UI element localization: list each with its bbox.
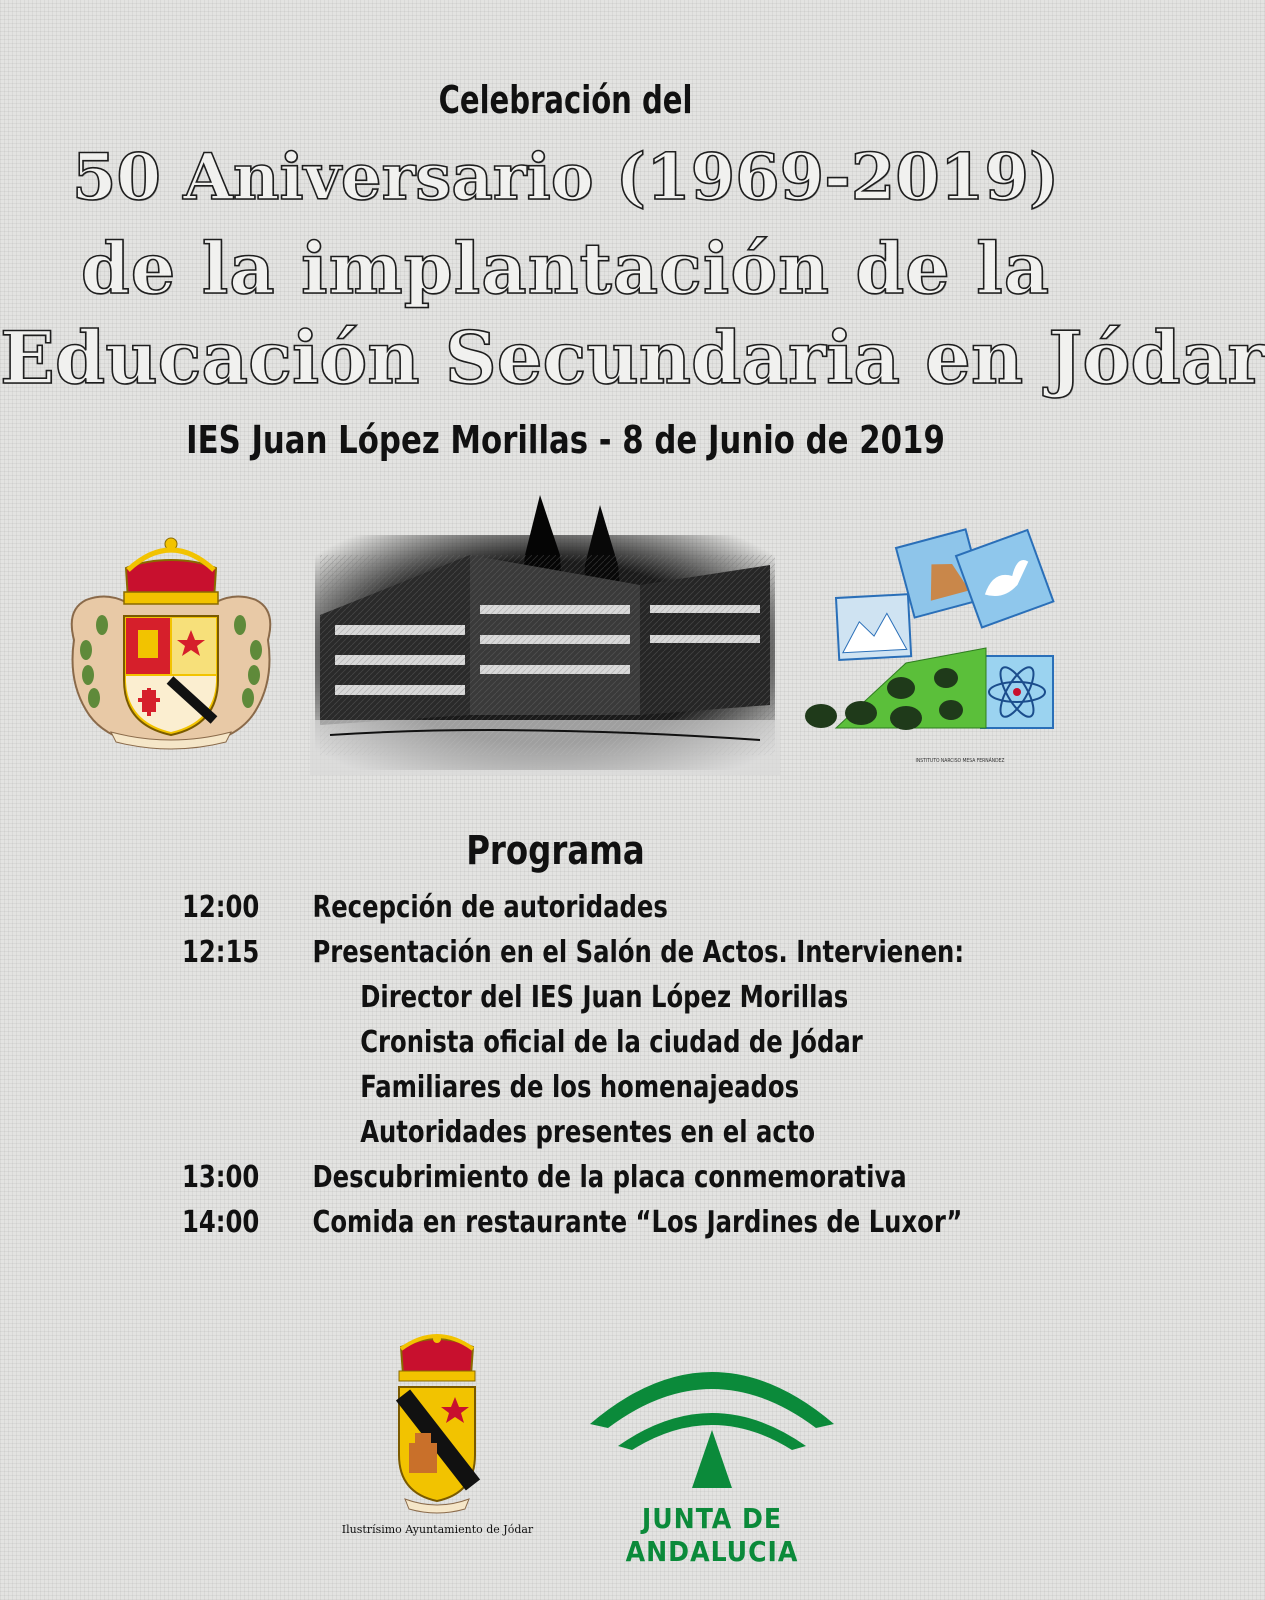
program-subitem (182, 1025, 920, 1060)
program-time: 12:00 (182, 890, 260, 925)
program-item (182, 890, 920, 925)
junta-de-andalucia-logo-icon (578, 1350, 846, 1500)
school-building-sketch-icon (310, 495, 780, 775)
program-subitem (182, 980, 920, 1015)
ies-logo-icon (796, 538, 1058, 760)
program-text: Recepción de autoridades (312, 890, 668, 925)
program-item (182, 935, 965, 970)
program-text: Presentación en el Salón de Actos. Intervienen: (312, 935, 965, 970)
junta-caption: JUNTA DE ANDALUCIA (625, 1502, 799, 1568)
ayuntamiento-shield-icon (393, 1335, 481, 1515)
program-text: Cronista oficial de la ciudad de Jódar (360, 1025, 863, 1060)
title-line-2: de la implantación de la (80, 227, 1051, 310)
program-time: 14:00 (182, 1205, 260, 1240)
program-subitem (182, 1115, 920, 1150)
ies-logo-caption: INSTITUTO NARCISO MESA FERNÁNDEZ (915, 758, 1005, 764)
program-item (182, 1160, 920, 1195)
program-title: Programa (466, 828, 645, 874)
program-item (182, 1205, 963, 1240)
program-text: Autoridades presentes en el acto (360, 1115, 816, 1150)
title-line-3: Educación Secundaria en Jódar (0, 315, 1265, 400)
subtitle: IES Juan López Morillas - 8 de Junio de 2019 (186, 418, 945, 462)
program-text: Descubrimiento de la placa conmemorativa (312, 1160, 907, 1195)
kicker-text: Celebración del (438, 78, 693, 122)
program-time: 12:15 (182, 935, 260, 970)
program-subitem (182, 1070, 920, 1105)
program-text: Familiares de los homenajeados (360, 1070, 800, 1105)
program-text: Comida en restaurante “Los Jardines de Luxor” (312, 1205, 963, 1240)
institute-coat-of-arms-icon (66, 530, 276, 752)
ayuntamiento-caption: Ilustrísimo Ayuntamiento de Jódar (341, 1523, 534, 1536)
program-time: 13:00 (182, 1160, 260, 1195)
title-line-1: 50 Aniversario (1969-2019) (71, 140, 1060, 215)
program-text: Director del IES Juan López Morillas (360, 980, 849, 1015)
